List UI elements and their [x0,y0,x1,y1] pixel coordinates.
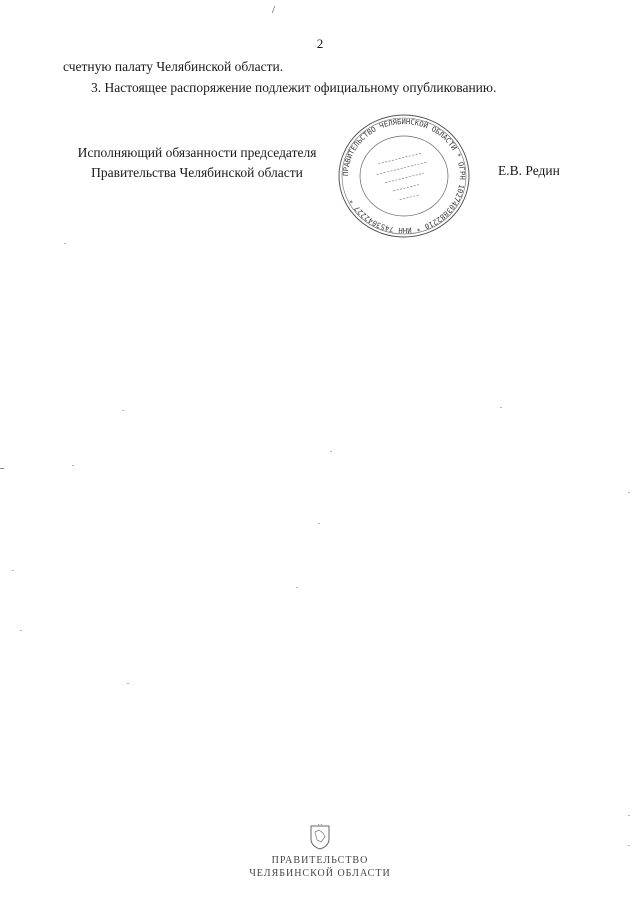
scan-speck [20,630,22,631]
scan-speck [330,451,332,452]
page-number: 2 [316,36,324,51]
signature-position-line-2: Правительства Челябинской области [91,165,303,180]
scan-speck [127,683,129,684]
footer-organization-line-1: ПРАВИТЕЛЬСТВО [271,855,369,866]
official-seal-stamp [336,112,472,240]
scan-speck [628,815,630,816]
footer-organization-line-2: ЧЕЛЯБИНСКОЙ ОБЛАСТИ [249,868,391,879]
scan-speck [64,243,66,244]
signature-position [62,143,332,183]
body-line-2: 3. Настоящее распоряжение подлежит официальному опубликованию. [91,80,497,95]
scan-speck [122,410,124,411]
scan-mark: / [272,4,276,16]
scan-speck [628,492,630,493]
signatory-name: Е.В. Редин [498,163,560,178]
scan-edge-mark [0,468,4,469]
scan-speck [12,570,14,571]
body-line-1: счетную палату Челябинской области. [63,59,284,74]
coat-of-arms-icon [0,824,640,850]
scan-speck [296,587,298,588]
scan-speck [72,465,74,466]
signature-position-line-1: Исполняющий обязанности председателя [77,145,317,160]
svg-text:ПРАВИТЕЛЬСТВО ЧЕЛЯБИНСКОЙ ОБЛА: ПРАВИТЕЛЬСТВО ЧЕЛЯБИНСКОЙ ОБЛАСТИ * ОГРН 1027403882210 * ИНН 7453042227 * [340,116,468,236]
scan-speck [500,407,502,408]
scan-speck [318,523,320,524]
